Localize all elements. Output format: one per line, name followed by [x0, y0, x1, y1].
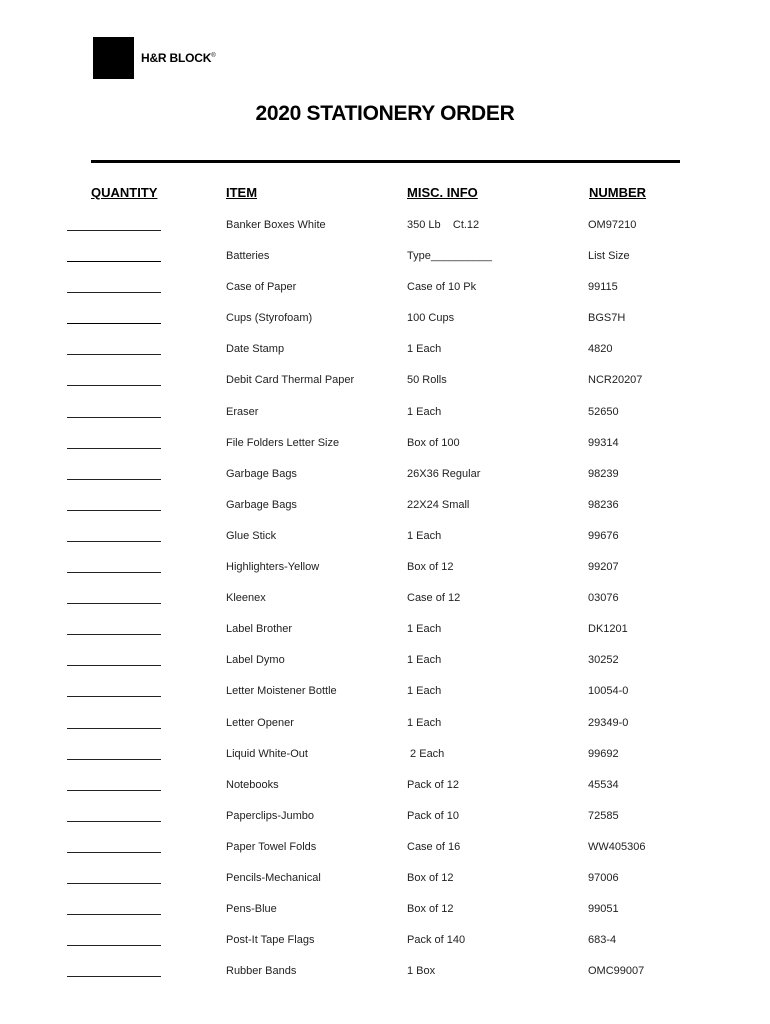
misc-info: 2 Each: [407, 747, 445, 760]
misc-info: Pack of 12: [407, 778, 459, 791]
item-number: 72585: [588, 809, 619, 822]
item-number: 30252: [588, 654, 619, 667]
item-name: Rubber Bands: [226, 965, 297, 978]
item-name: Label Dymo: [226, 654, 285, 667]
header-misc-info: MISC. INFO: [407, 185, 478, 200]
item-number: 98239: [588, 467, 619, 480]
order-row: [0, 397, 770, 428]
misc-info: 1 Each: [407, 529, 442, 542]
misc-info: 22X24 Small: [407, 498, 470, 511]
item-number: 97006: [588, 871, 619, 884]
order-row: [0, 925, 770, 956]
order-row: [0, 956, 770, 987]
misc-info: Box of 100: [407, 436, 460, 449]
quantity-blank[interactable]: [67, 852, 161, 853]
misc-info: 1 Each: [407, 685, 442, 698]
item-name: Post-It Tape Flags: [226, 934, 315, 947]
order-row: [0, 210, 770, 241]
quantity-blank[interactable]: [67, 510, 161, 511]
quantity-blank[interactable]: [67, 696, 161, 697]
item-name: Case of Paper: [226, 281, 297, 294]
misc-info: Case of 12: [407, 592, 461, 605]
item-name: Label Brother: [226, 623, 293, 636]
item-name: Garbage Bags: [226, 498, 297, 511]
order-row: [0, 863, 770, 894]
misc-info: Pack of 140: [407, 934, 466, 947]
item-number: 99676: [588, 529, 619, 542]
item-name: Debit Card Thermal Paper: [226, 374, 355, 387]
order-row: [0, 552, 770, 583]
item-name: Letter Moistener Bottle: [226, 685, 337, 698]
quantity-blank[interactable]: [67, 354, 161, 355]
misc-info: 50 Rolls: [407, 374, 447, 387]
item-number: NCR20207: [588, 374, 643, 387]
item-number: DK1201: [588, 623, 628, 636]
order-row: [0, 832, 770, 863]
item-number: 98236: [588, 498, 619, 511]
header-item: ITEM: [226, 185, 258, 200]
quantity-blank[interactable]: [67, 914, 161, 915]
quantity-blank[interactable]: [67, 603, 161, 604]
quantity-blank[interactable]: [67, 883, 161, 884]
item-number: 52650: [588, 405, 619, 418]
quantity-blank[interactable]: [67, 292, 161, 293]
quantity-blank[interactable]: [67, 479, 161, 480]
column-headers: [0, 185, 770, 203]
misc-info: 1 Each: [407, 623, 442, 636]
item-number: 99692: [588, 747, 619, 760]
item-number: 99314: [588, 436, 619, 449]
misc-info: 1 Each: [407, 343, 442, 356]
order-list: [0, 210, 770, 987]
item-number: 683-4: [588, 934, 617, 947]
order-row: [0, 490, 770, 521]
order-row: [0, 428, 770, 459]
misc-info: Box of 12: [407, 871, 454, 884]
item-number: OM97210: [588, 219, 637, 231]
order-row: [0, 583, 770, 614]
order-row: [0, 645, 770, 676]
quantity-blank[interactable]: [67, 728, 161, 729]
order-row: [0, 770, 770, 801]
item-number: 4820: [588, 343, 613, 356]
item-name: Garbage Bags: [226, 467, 297, 480]
quantity-blank[interactable]: [67, 541, 161, 542]
misc-info: Box of 12: [407, 561, 454, 574]
item-name: Pencils-Mechanical: [226, 871, 321, 884]
order-row: [0, 459, 770, 490]
quantity-blank[interactable]: [67, 634, 161, 635]
item-name: Highlighters-Yellow: [226, 561, 320, 574]
item-number: 29349-0: [588, 716, 629, 729]
item-name: Cups (Styrofoam): [226, 312, 313, 325]
item-name: Banker Boxes White: [226, 219, 326, 231]
quantity-blank[interactable]: [67, 945, 161, 946]
misc-info: Case of 10 Pk: [407, 281, 477, 294]
quantity-blank[interactable]: [67, 665, 161, 666]
header-divider: [91, 160, 680, 163]
item-name: Liquid White-Out: [226, 747, 308, 760]
quantity-blank[interactable]: [67, 385, 161, 386]
misc-info: 350 Lb Ct.12: [407, 219, 480, 231]
item-name: Eraser: [226, 405, 259, 418]
brand-logo: [93, 37, 215, 79]
item-name: Batteries: [226, 250, 270, 263]
order-row: [0, 521, 770, 552]
order-row: [0, 676, 770, 707]
order-row: [0, 614, 770, 645]
item-number: 99115: [588, 281, 618, 294]
item-name: File Folders Letter Size: [226, 436, 340, 449]
item-name: Glue Stick: [226, 529, 277, 542]
misc-info: 26X36 Regular: [407, 467, 481, 480]
quantity-blank[interactable]: [67, 448, 161, 449]
item-name: Letter Opener: [226, 716, 294, 729]
item-number: OMC99007: [588, 965, 645, 978]
item-number: WW405306: [588, 840, 646, 853]
quantity-blank[interactable]: [67, 790, 161, 791]
item-number: 03076: [588, 592, 619, 605]
order-row: [0, 365, 770, 396]
misc-info: 1 Each: [407, 654, 442, 667]
header-quantity: QUANTITY: [91, 185, 158, 200]
order-row: [0, 334, 770, 365]
item-number: BGS7H: [588, 312, 626, 325]
brand-name: H&R BLOCK®: [141, 51, 216, 65]
item-name: Date Stamp: [226, 343, 285, 356]
misc-info: Type__________: [407, 250, 493, 263]
item-name: Kleenex: [226, 592, 266, 605]
logo-square-icon: [93, 37, 134, 79]
item-name: Pens-Blue: [226, 903, 277, 916]
misc-info: 1 Box: [407, 965, 436, 978]
item-number: 45534: [588, 778, 619, 791]
quantity-blank[interactable]: [67, 572, 161, 573]
misc-info: Box of 12: [407, 903, 454, 916]
quantity-blank[interactable]: [67, 261, 161, 262]
item-number: 10054-0: [588, 685, 629, 698]
quantity-blank[interactable]: [67, 230, 161, 231]
order-row: [0, 272, 770, 303]
quantity-blank[interactable]: [67, 323, 161, 324]
order-row: [0, 303, 770, 334]
quantity-blank[interactable]: [67, 976, 161, 977]
item-name: Paperclips-Jumbo: [226, 809, 315, 822]
misc-info: 1 Each: [407, 405, 442, 418]
misc-info: Pack of 10: [407, 809, 459, 822]
order-row: [0, 739, 770, 770]
order-row: [0, 241, 770, 272]
header-number: NUMBER: [589, 185, 647, 200]
order-row: [0, 894, 770, 925]
misc-info: Case of 16: [407, 840, 461, 853]
item-name: Paper Towel Folds: [226, 840, 317, 853]
item-number: List Size: [588, 250, 630, 263]
quantity-blank[interactable]: [67, 821, 161, 822]
order-row: [0, 708, 770, 739]
quantity-blank[interactable]: [67, 759, 161, 760]
misc-info: 100 Cups: [407, 312, 455, 325]
order-row: [0, 801, 770, 832]
item-number: 99051: [588, 903, 619, 916]
page-title: 2020 STATIONERY ORDER: [255, 102, 515, 125]
item-number: 99207: [588, 561, 619, 574]
item-name: Notebooks: [226, 778, 279, 791]
quantity-blank[interactable]: [67, 417, 161, 418]
misc-info: 1 Each: [407, 716, 442, 729]
